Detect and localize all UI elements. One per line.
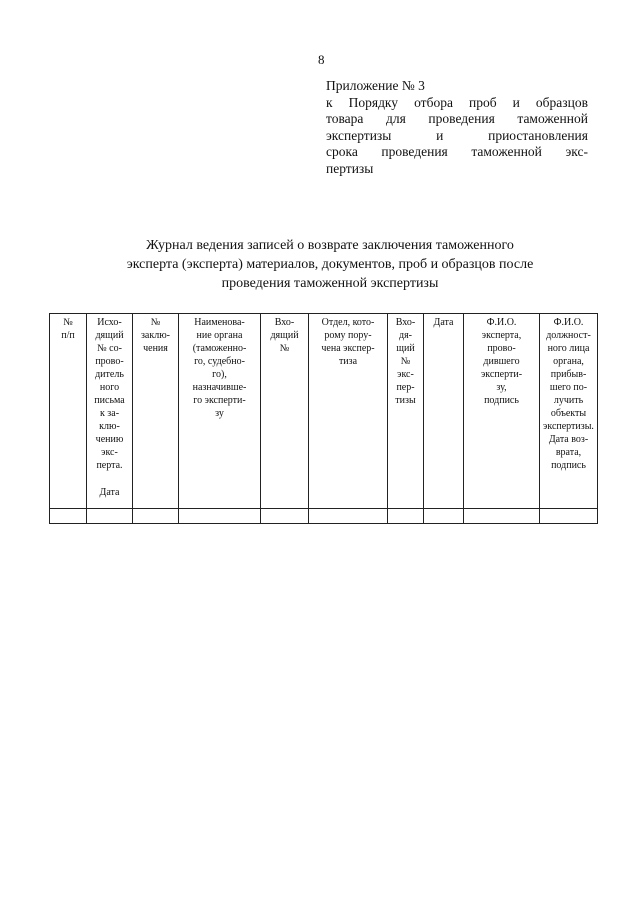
column-header-sublabel: Дата [99, 487, 120, 498]
appendix-word: таможенной [471, 144, 542, 159]
table-cell[interactable] [388, 509, 424, 524]
journal-title-line: Журнал ведения записей о возврате заключения таможенного [146, 238, 514, 253]
appendix-line [326, 161, 588, 178]
appendix-word: и [436, 127, 444, 143]
appendix-line [326, 144, 588, 161]
column-header-label: Ф.И.О. должност- ного лица органа, прибыв- шего по- лучить объекты экспертизы. Дата воз- врата, подпись [543, 317, 594, 471]
column-header [50, 314, 87, 509]
appendix-line [326, 95, 588, 112]
table-row [50, 509, 598, 524]
table-cell[interactable] [261, 509, 309, 524]
appendix-word: образцов [535, 94, 588, 110]
journal-title-line: проведения таможенной экспертизы [221, 276, 439, 291]
column-header [388, 314, 424, 509]
column-header [540, 314, 598, 509]
appendix-block [326, 78, 588, 177]
column-header-label: № п/п [61, 317, 75, 341]
column-header-label: № заклю- чения [140, 317, 171, 354]
appendix-title: Приложение № 3 [326, 78, 425, 93]
appendix-line [326, 128, 588, 145]
appendix-word: экс- [565, 144, 588, 159]
column-header [309, 314, 388, 509]
column-header-label: Ф.И.О. эксперта, прово- дившего эксперти- зу, подпись [480, 317, 523, 406]
appendix-word: экспертизы [326, 127, 392, 143]
appendix-word: Порядку [348, 94, 399, 110]
column-header [133, 314, 179, 509]
journal-title-line: эксперта (эксперта) материалов, документов, проб и образцов после [126, 257, 534, 272]
appendix-word: приостановления [488, 127, 588, 143]
column-header [424, 314, 464, 509]
appendix-subtitle [326, 95, 588, 178]
column-header-label: Отдел, кото- рому пору- чена экспер- тиза [321, 317, 375, 367]
column-header-label: Наименова- ние органа (таможенно- го, судебно- го), назначивше- го эксперти- зу [192, 317, 247, 419]
column-header [464, 314, 540, 509]
journal-table [49, 313, 598, 524]
journal-title [100, 236, 560, 293]
appendix-word: пертизы [326, 160, 374, 176]
table-cell[interactable] [464, 509, 540, 524]
appendix-word: и [512, 94, 520, 110]
appendix-word: к [326, 94, 333, 110]
table-cell[interactable] [309, 509, 388, 524]
column-header-label: Вхо- дящий № [270, 317, 299, 354]
appendix-word: товара [326, 111, 364, 126]
column-header-label: Дата [433, 317, 454, 328]
table-cell[interactable] [133, 509, 179, 524]
appendix-word: проведения [428, 111, 495, 126]
column-header [261, 314, 309, 509]
appendix-word: проб [469, 94, 497, 110]
appendix-word: срока [326, 144, 358, 159]
appendix-word: для [386, 111, 406, 126]
table-cell[interactable] [50, 509, 87, 524]
table-cell[interactable] [87, 509, 133, 524]
page-number: 8 [318, 52, 325, 67]
table-cell[interactable] [540, 509, 598, 524]
table-cell[interactable] [424, 509, 464, 524]
table-header-row [50, 314, 598, 509]
appendix-line [326, 111, 588, 128]
column-header-label: Исхо- дящий № со- прово- дитель ного письма к за- клю- чению экс- перта. [94, 317, 125, 471]
column-header [179, 314, 261, 509]
appendix-word: отбора [414, 94, 453, 110]
column-header-label: Вхо- дя- щий № экс- пер- тизы [395, 317, 416, 406]
table-cell[interactable] [179, 509, 261, 524]
column-header [87, 314, 133, 509]
appendix-word: проведения [381, 144, 448, 159]
appendix-word: таможенной [517, 111, 588, 126]
